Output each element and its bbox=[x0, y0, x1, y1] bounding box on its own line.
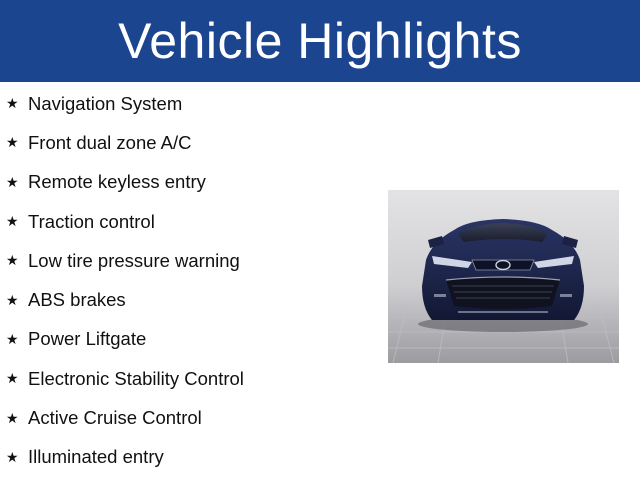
car-front-illustration bbox=[388, 190, 619, 363]
feature-label: Low tire pressure warning bbox=[28, 249, 240, 271]
header-banner bbox=[0, 0, 640, 82]
list-item bbox=[6, 320, 244, 359]
list-item bbox=[6, 202, 244, 241]
feature-label: Active Cruise Control bbox=[28, 407, 202, 429]
list-item bbox=[6, 398, 244, 437]
star-icon: ★ bbox=[6, 330, 19, 347]
feature-label: Illuminated entry bbox=[28, 446, 164, 468]
star-icon: ★ bbox=[6, 213, 19, 230]
page-title: Vehicle Highlights bbox=[118, 13, 522, 69]
feature-label: Navigation System bbox=[28, 92, 183, 114]
vehicle-photo bbox=[388, 190, 619, 363]
star-icon: ★ bbox=[6, 291, 19, 308]
feature-label: Power Liftgate bbox=[28, 328, 147, 350]
list-item bbox=[6, 280, 244, 319]
star-icon: ★ bbox=[6, 95, 19, 112]
star-icon: ★ bbox=[6, 409, 19, 426]
feature-label: Electronic Stability Control bbox=[28, 367, 244, 389]
list-item bbox=[6, 241, 244, 280]
feature-label: Remote keyless entry bbox=[28, 171, 206, 193]
list-item bbox=[6, 438, 244, 477]
list-item bbox=[6, 163, 244, 202]
feature-label: ABS brakes bbox=[28, 289, 126, 311]
list-item bbox=[6, 84, 244, 123]
star-icon: ★ bbox=[6, 448, 19, 465]
list-item bbox=[6, 123, 244, 162]
feature-label: Traction control bbox=[28, 210, 155, 232]
star-icon: ★ bbox=[6, 370, 19, 387]
feature-label: Front dual zone A/C bbox=[28, 131, 192, 153]
feature-list bbox=[6, 84, 244, 477]
star-icon: ★ bbox=[6, 252, 19, 269]
list-item bbox=[6, 359, 244, 398]
star-icon: ★ bbox=[6, 134, 19, 151]
star-icon: ★ bbox=[6, 173, 19, 190]
